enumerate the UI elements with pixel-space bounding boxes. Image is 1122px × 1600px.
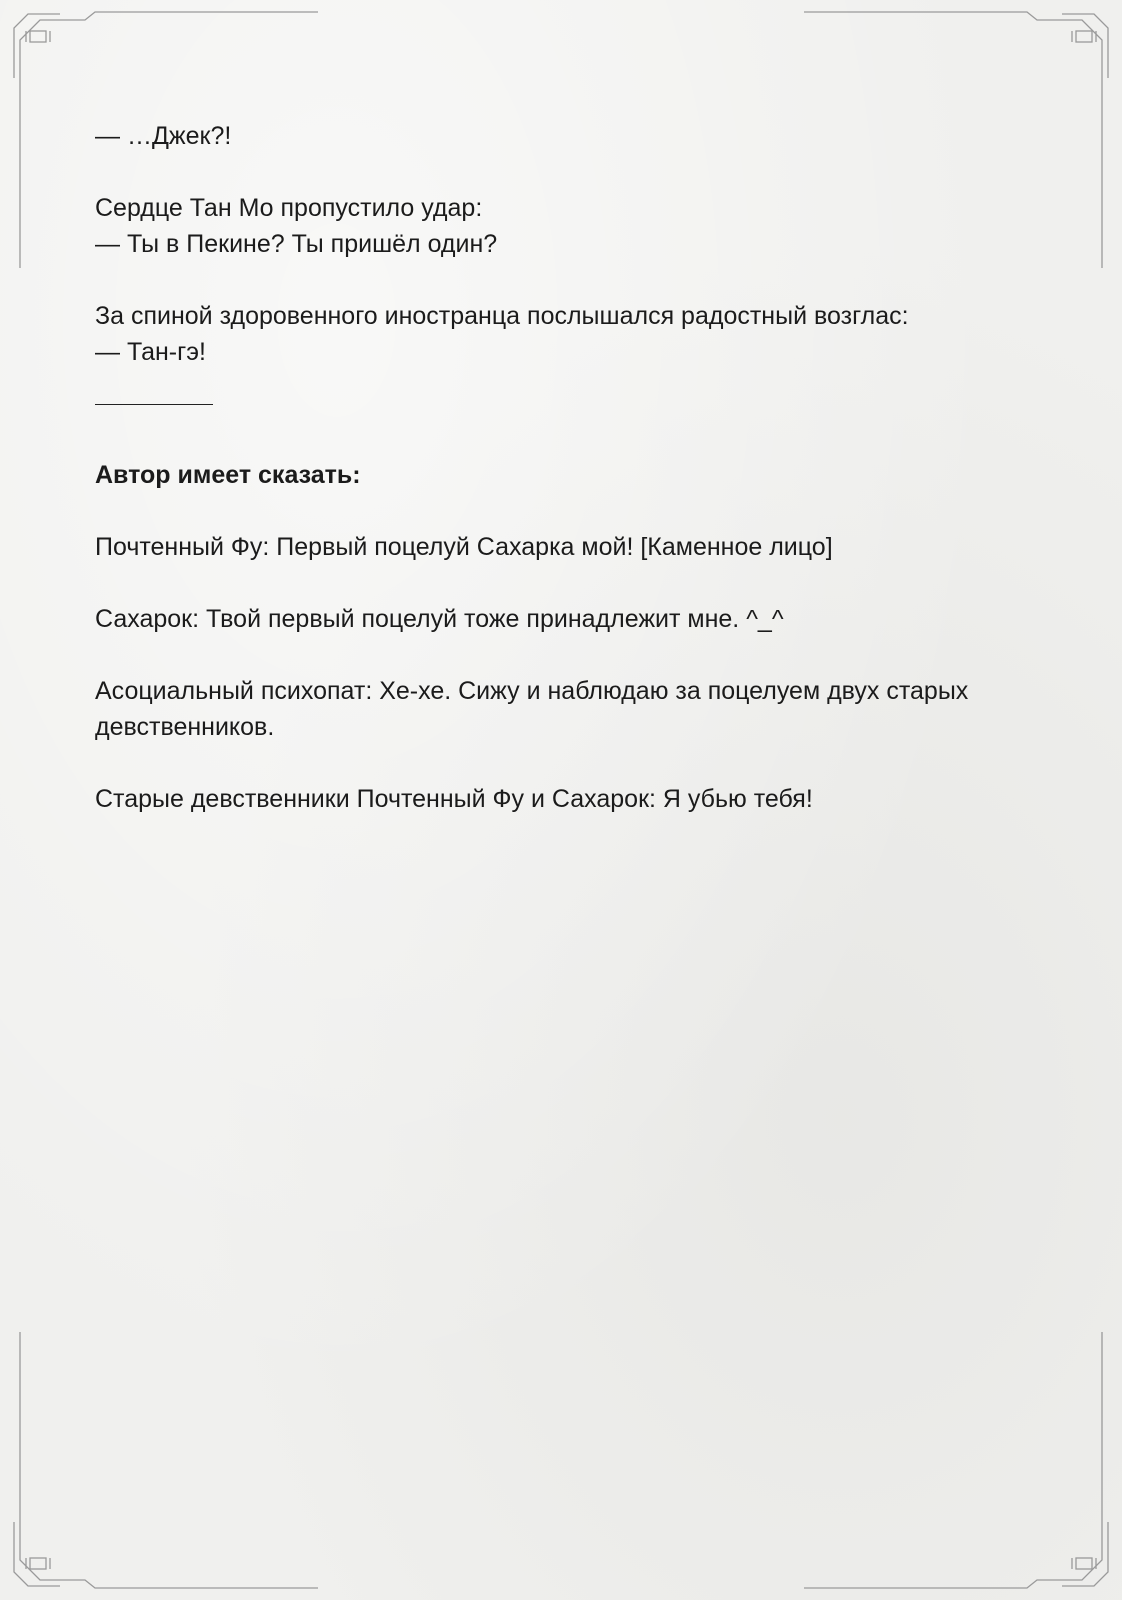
author-note-paragraph-4: Старые девственники Почтенный Фу и Сахарок: Я убью тебя! <box>95 785 813 813</box>
author-note-paragraph-1: Почтенный Фу: Первый поцелуй Сахарка мой! [Каменное лицо] <box>95 533 833 561</box>
document-body <box>95 118 1035 853</box>
text-line: — Тан-гэ! <box>95 338 206 366</box>
frame-corner-bottom-right <box>804 1332 1108 1588</box>
section-divider <box>95 404 213 405</box>
author-note-heading: Автор имеет сказать: <box>95 461 361 489</box>
text-line: — Ты в Пекине? Ты пришёл один? <box>95 230 498 258</box>
text-line: — …Джек?! <box>95 122 232 150</box>
frame-corner-bottom-left <box>14 1332 318 1588</box>
text-line: Сердце Тан Мо пропустило удар: <box>95 194 483 222</box>
text-line: За спиной здоровенного иностранца послышался радостный возглас: <box>95 302 909 330</box>
paragraph-1 <box>95 118 1035 154</box>
paragraph-2 <box>95 190 1035 262</box>
author-note-paragraph-3: Асоциальный психопат: Хе-хе. Сижу и наблюдаю за поцелуем двух старых девственников. <box>95 677 969 741</box>
paragraph-3 <box>95 298 1035 370</box>
author-note-paragraph-2: Сахарок: Твой первый поцелуй тоже принадлежит мне. ^_^ <box>95 605 784 633</box>
